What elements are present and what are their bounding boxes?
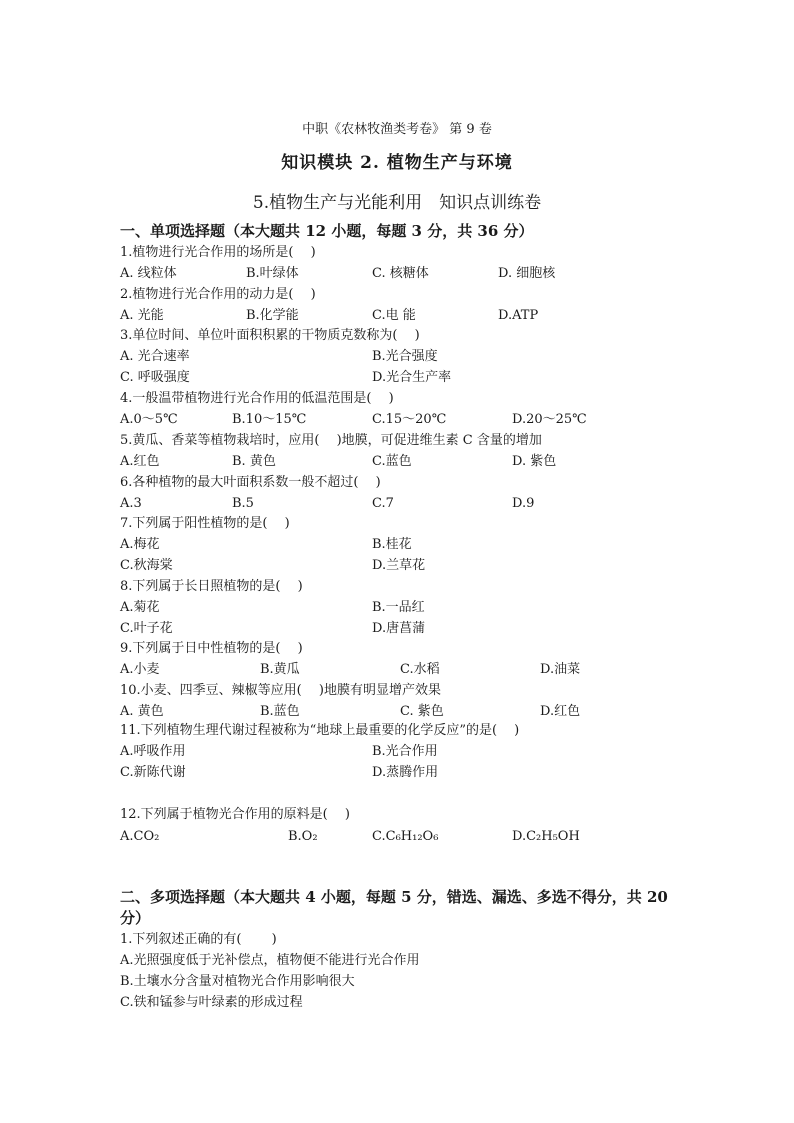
option-c: C.秋海棠: [120, 558, 173, 573]
option-b: B.5: [232, 496, 254, 511]
option-a: A.光照强度低于光补偿点，植物便不能进行光合作用: [120, 953, 420, 968]
option-d: D.兰草花: [372, 558, 426, 573]
exam-series-title: 中职《农林牧渔类考卷》 第 9 卷: [302, 122, 492, 137]
paper-title: 5.植物生产与光能利用 知识点训练卷: [252, 193, 542, 213]
question-stem: 11.下列植物生理代谢过程被称为“地球上最重要的化学反应”的是( ): [120, 723, 520, 738]
question-stem: 9.下列属于日中性植物的是( ): [120, 641, 303, 656]
option-c: C.7: [372, 496, 394, 511]
option-a: A. 黄色: [120, 704, 164, 719]
option-a: A.小麦: [120, 662, 160, 677]
option-d: D.9: [512, 496, 535, 511]
question-stem: 1.植物进行光合作用的场所是( ): [120, 245, 316, 260]
question-stem: 4.一般温带植物进行光合作用的低温范围是( ): [120, 391, 394, 406]
option-b: B. 黄色: [232, 454, 276, 469]
option-c: C.水稻: [400, 662, 440, 677]
option-b: B.光合强度: [372, 349, 438, 364]
question-stem: 6.各种植物的最大叶面积系数一般不超过( ): [120, 475, 381, 490]
option-b: B.O₂: [288, 829, 318, 844]
option-b: B.光合作用: [372, 744, 438, 759]
question-stem: 10.小麦、四季豆、辣椒等应用( )地膜有明显增产效果: [120, 683, 441, 698]
section-heading-multiple-choice: 二、多项选择题（本大题共 4 小题，每题 5 分，错选、漏选、多选不得分，共 20 分）: [120, 888, 668, 927]
option-c: C. 呼吸强度: [120, 370, 190, 385]
option-b: B.10～15℃: [232, 412, 307, 427]
option-c: C. 核糖体: [372, 266, 429, 281]
question-stem: 1.下列叙述正确的有( ): [120, 932, 277, 947]
option-c: C.新陈代谢: [120, 765, 186, 780]
question-stem: 12.下列属于植物光合作用的原料是( ): [120, 807, 350, 822]
question-stem: 2.植物进行光合作用的动力是( ): [120, 287, 316, 302]
option-b: B.一品红: [372, 600, 425, 615]
option-d: D.蒸腾作用: [372, 765, 439, 780]
option-a: A.菊花: [120, 600, 160, 615]
option-c: C.15～20℃: [372, 412, 447, 427]
question-stem: 3.单位时间、单位叶面积积累的干物质克数称为( ): [120, 328, 420, 343]
option-d: D.ATP: [498, 308, 539, 323]
option-c: C.铁和锰参与叶绿素的形成过程: [120, 995, 303, 1010]
option-a: A.红色: [120, 454, 160, 469]
question-stem: 5.黄瓜、香菜等植物栽培时，应用( )地膜，可促进维生素 C 含量的增加: [120, 433, 542, 448]
section-heading-single-choice: 一、单项选择题（本大题共 12 小题，每题 3 分，共 36 分）: [120, 222, 534, 240]
option-c: C.叶子花: [120, 621, 173, 636]
option-d: D. 细胞核: [498, 266, 556, 281]
module-title: 知识模块 2. 植物生产与环境: [281, 153, 513, 173]
option-b: B.化学能: [246, 308, 299, 323]
option-d: D.唐菖蒲: [372, 621, 426, 636]
option-a: A.CO₂: [120, 829, 160, 844]
option-a: A.梅花: [120, 537, 160, 552]
option-b: B.桂花: [372, 537, 412, 552]
option-a: A. 线粒体: [120, 266, 177, 281]
option-c: C.C₆H₁₂O₆: [372, 829, 439, 844]
option-d: D. 紫色: [512, 454, 557, 469]
option-d: D.光合生产率: [372, 370, 452, 385]
option-d: D.红色: [540, 704, 581, 719]
option-d: D.20～25℃: [512, 412, 587, 427]
option-c: C.蓝色: [372, 454, 412, 469]
option-a: A.呼吸作用: [120, 744, 186, 759]
option-b: B.叶绿体: [246, 266, 299, 281]
option-b: B.蓝色: [260, 704, 300, 719]
option-a: A.3: [120, 496, 142, 511]
question-stem: 7.下列属于阳性植物的是( ): [120, 516, 290, 531]
option-a: A.0～5℃: [120, 412, 178, 427]
option-a: A. 光能: [120, 308, 164, 323]
option-d: D.油菜: [540, 662, 581, 677]
option-b: B.土壤水分含量对植物光合作用影响很大: [120, 974, 355, 989]
option-c: C.电 能: [372, 308, 416, 323]
option-a: A. 光合速率: [120, 349, 190, 364]
option-b: B.黄瓜: [260, 662, 300, 677]
option-c: C. 紫色: [400, 704, 444, 719]
option-d: D.C₂H₅OH: [512, 829, 580, 844]
question-stem: 8.下列属于长日照植物的是( ): [120, 579, 303, 594]
